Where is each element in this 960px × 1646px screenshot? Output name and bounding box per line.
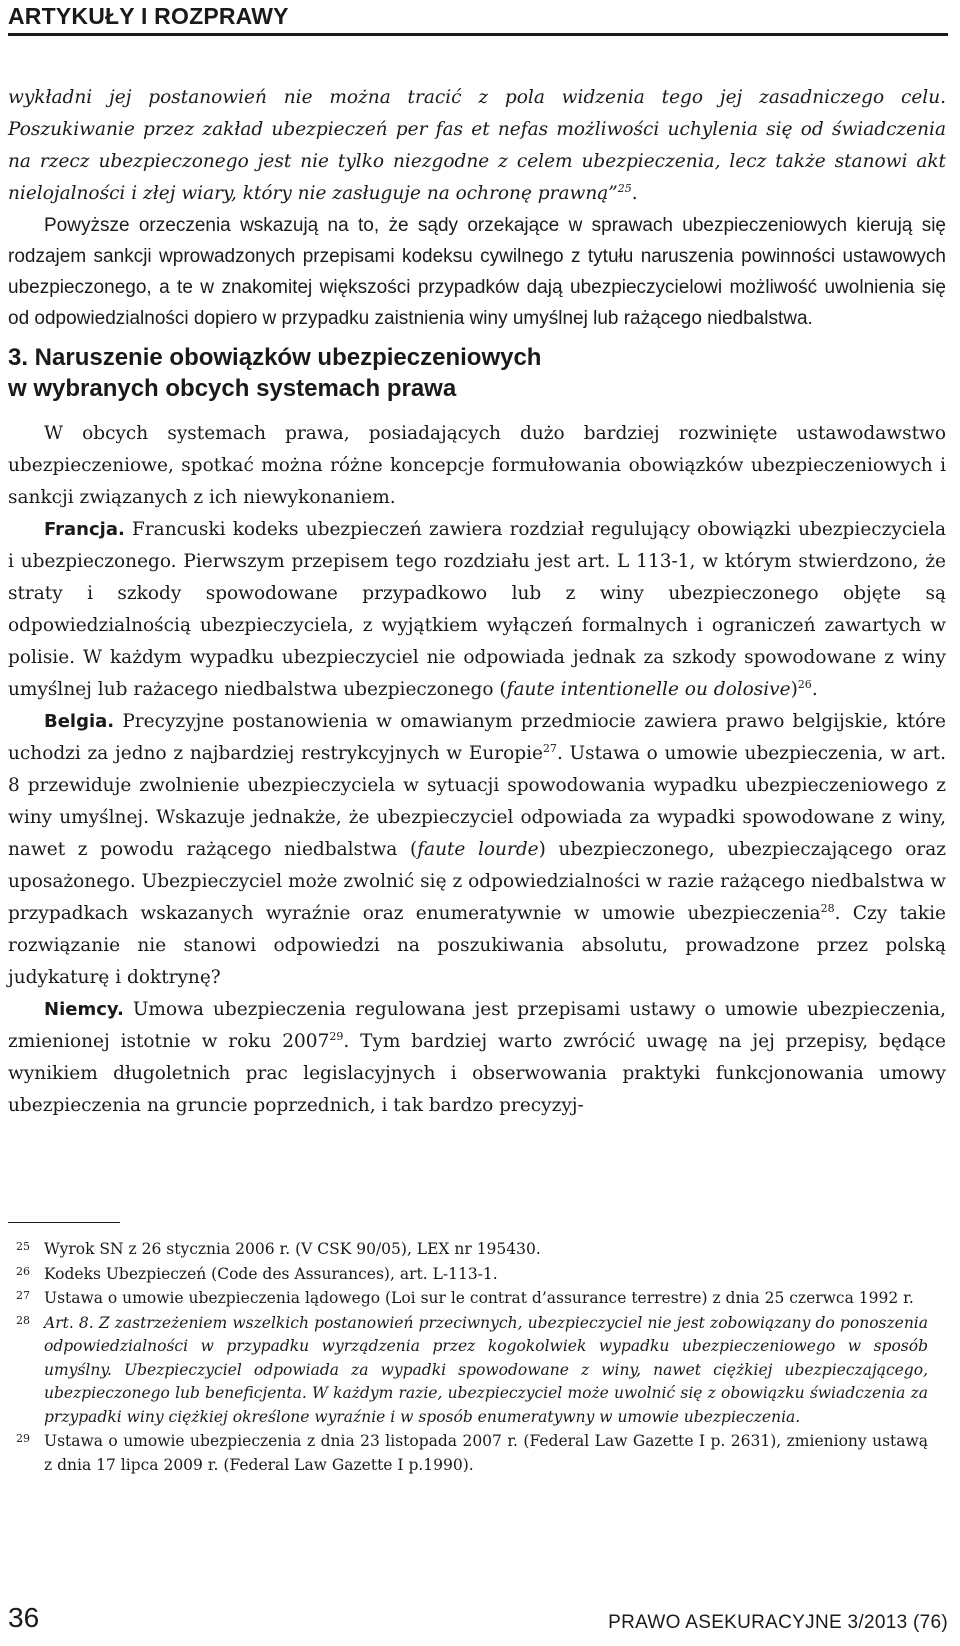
belgia-text-3: ) ubezpieczonego, ubezpieczającego oraz uposażonego. Ubezpieczyciel może zwolnić się z odpowiedzialności w razie rażącego niedbalstwa w przypadkach wskazanych wyraźnie oraz enumeratywnie w umowie ubezpieczenia bbox=[8, 839, 946, 924]
footnote-ref-27[interactable]: 27 bbox=[542, 741, 557, 755]
footnote-number: 29 bbox=[16, 1432, 30, 1445]
footnotes bbox=[8, 1238, 928, 1478]
footnote-text: Art. 8. Z zastrzeżeniem wszelkich postanowień przeciwnych, ubezpieczyciel nie jest zobowiązany do ponoszenia odpowiedzialności w przypadku wyrządzenia przez kogokolwiek wypadku ubezpieczeniowego w sposób umyślny. Ubezpieczyciel odpowiada za wypadki spowodowane z winy, nawet ciężkiej ubezpieczającego, ubezpieczonego lub beneficjenta. W każdym razie, ubezpieczyciel może uwolnić się z obowiązku świadczenia za przypadki winy ciężkiej określone wyraźnie i w sposób enumeratywny w umowie ubezpieczenia. bbox=[44, 1313, 928, 1426]
footnote-27 bbox=[8, 1287, 928, 1311]
page bbox=[8, 0, 956, 1646]
footnote-number: 25 bbox=[16, 1240, 30, 1253]
journal-title: PRAWO ASEKURACYJNE 3/2013 (76) bbox=[608, 1612, 948, 1633]
francja-text: Francuski kodeks ubezpieczeń zawiera rozdział regulujący obowiązki ubezpieczyciela i ubezpieczonego. Pierwszym przepisem tego rozdziału jest art. L 113-1, w którym stwierdzono, że straty i szkody spowodowane przypadkowo lub z winy ubezpieczonego objęte są odpowiedzialnością ubezpieczyciela, z wyjątkiem wyłączeń formalnych i ograniczeń zawartych w polisie. W każdym wypadku ubezpieczyciel nie odpowiada jednak za szkody spowodowane z winy umyślnej lub rażacego niedbalstwa ubezpieczonego ( bbox=[8, 519, 946, 700]
footnote-number: 26 bbox=[16, 1264, 30, 1278]
footnote-29 bbox=[8, 1430, 928, 1477]
footnote-ref-29[interactable]: 29 bbox=[329, 1029, 344, 1043]
page-footer bbox=[8, 1602, 948, 1642]
paragraph-intro: W obcych systemach prawa, posiadających dużo bardziej rozwinięte ustawodawstwo ubezpieczeniowe, spotkać można różne koncepcje formułowania obowiązków ubezpieczeniowych i sankcji związanych z ich niewykonaniem. bbox=[8, 423, 946, 508]
belgia-text-4: . Czy takie rozwiązanie nie stanowi odpowiedzi na poszukiwania absolutu, prowadzone przez polską judykaturę i doktrynę? bbox=[8, 903, 946, 988]
article-body bbox=[8, 82, 946, 1122]
footnote-separator bbox=[8, 1222, 120, 1223]
belgia-text-2: . Ustawa o umowie ubezpieczenia, w art. 8 przewiduje zwolnienie ubezpieczyciela w sytuacji spowodowania wypadku ubezpieczeniowego z winy umyślnej. Wskazuje jednakże, że ubezpieczyciel odpowiada za wypadki spowodowane z winy, nawet z powodu rażącego niedbalstwa ( bbox=[8, 743, 946, 860]
footnote-text: Wyrok SN z 26 stycznia 2006 r. (V CSK 90/05), LEX nr 195430. bbox=[44, 1240, 541, 1258]
francja-close: ) bbox=[790, 679, 798, 700]
page-number: 36 bbox=[8, 1602, 40, 1633]
paragraph-francja bbox=[8, 514, 946, 706]
header-rule bbox=[8, 33, 948, 36]
section-heading bbox=[8, 342, 946, 404]
footnote-26 bbox=[8, 1263, 928, 1287]
running-header bbox=[8, 0, 948, 36]
paragraph-belgia bbox=[8, 706, 946, 994]
niemcy-lead: Niemcy. bbox=[44, 999, 124, 1020]
francja-lead: Francja. bbox=[44, 519, 125, 540]
footnote-text: Ustawa o umowie ubezpieczenia z dnia 23 listopada 2007 r. (Federal Law Gazette I p. 2631), zmieniony ustawą z dnia 17 lipca 2009 r. (Federal Law Gazette I p.1990). bbox=[44, 1432, 928, 1474]
footnote-number: 27 bbox=[16, 1289, 30, 1302]
belgia-text-1: Precyzyjne postanowienia w omawianym przedmiocie zawiera prawo belgijskie, które uchodzi za jedno z najbardziej restrykcyjnych w Europie bbox=[8, 711, 946, 764]
footnote-28 bbox=[8, 1312, 928, 1430]
quote-paragraph bbox=[8, 82, 946, 210]
footnote-text: Ustawa o umowie ubezpieczenia lądowego (Loi sur le contrat d’assurance terrestre) z dnia 25 czerwca 1992 r. bbox=[44, 1289, 914, 1307]
footnote-ref-26[interactable]: 26 bbox=[797, 677, 812, 691]
paragraph-niemcy bbox=[8, 994, 946, 1122]
section-heading-line1: 3. Naruszenie obowiązków ubezpieczeniowych bbox=[8, 344, 542, 371]
francja-end: . bbox=[811, 679, 818, 700]
footnote-text: Kodeks Ubezpieczeń (Code des Assurances), art. L-113-1. bbox=[44, 1264, 498, 1283]
footnote-ref-28[interactable]: 28 bbox=[820, 901, 835, 915]
quote-end: . bbox=[631, 183, 638, 204]
footnote-25 bbox=[8, 1238, 928, 1262]
belgia-lead: Belgia. bbox=[44, 711, 115, 732]
footnote-number: 28 bbox=[16, 1313, 30, 1327]
niemcy-text-2: . Tym bardziej warto zwrócić uwagę na jej przepisy, będące wynikiem długoletnich prac legislacyjnych i obserwowania praktyki funkcjonowania umowy ubezpieczenia na gruncie poprzednich, i tak bardzo precyzyj- bbox=[8, 1031, 946, 1116]
section-heading-line2: w wybranych obcych systemach prawa bbox=[8, 375, 457, 402]
niemcy-text-1: Umowa ubezpieczenia regulowana jest przepisami ustawy o umowie ubezpieczenia, zmienionej istotnie w roku 2007 bbox=[8, 999, 946, 1052]
paragraph-summary: Powyższe orzeczenia wskazują na to, że sądy orzekające w sprawach ubezpieczeniowych kierują się rodzajem sankcji wprowadzonych przepisami kodeksu cywilnego z tytułu naruszenia powinności ustawowych ubezpieczonego, a te w znakomitej większości przypadków dają ubezpieczycielowi możliwość uwolnienia się od odpowiedzialności dopiero w przypadku zaistnienia winy umyślnej lub rażącego niedbalstwa. bbox=[8, 215, 946, 329]
footnote-ref-25[interactable]: 25 bbox=[617, 181, 632, 195]
section-title: ARTYKUŁY I ROZPRAWY bbox=[8, 3, 289, 29]
belgia-italic: faute lourde bbox=[417, 839, 539, 860]
francja-italic: faute intentionelle ou dolosive bbox=[506, 679, 791, 700]
quote-text: wykładni jej postanowień nie można tracić z pola widzenia tego jej zasadniczego celu. Poszukiwanie przez zakład ubezpieczeń per fas et nefas możliwości uchylenia się od świadczenia na rzecz ubezpieczonego jest nie tylko niezgodne z celem ubezpieczenia, lecz także stanowi akt nielojalności i złej wiary, który nie zasługuje na ochronę prawną” bbox=[8, 87, 946, 204]
